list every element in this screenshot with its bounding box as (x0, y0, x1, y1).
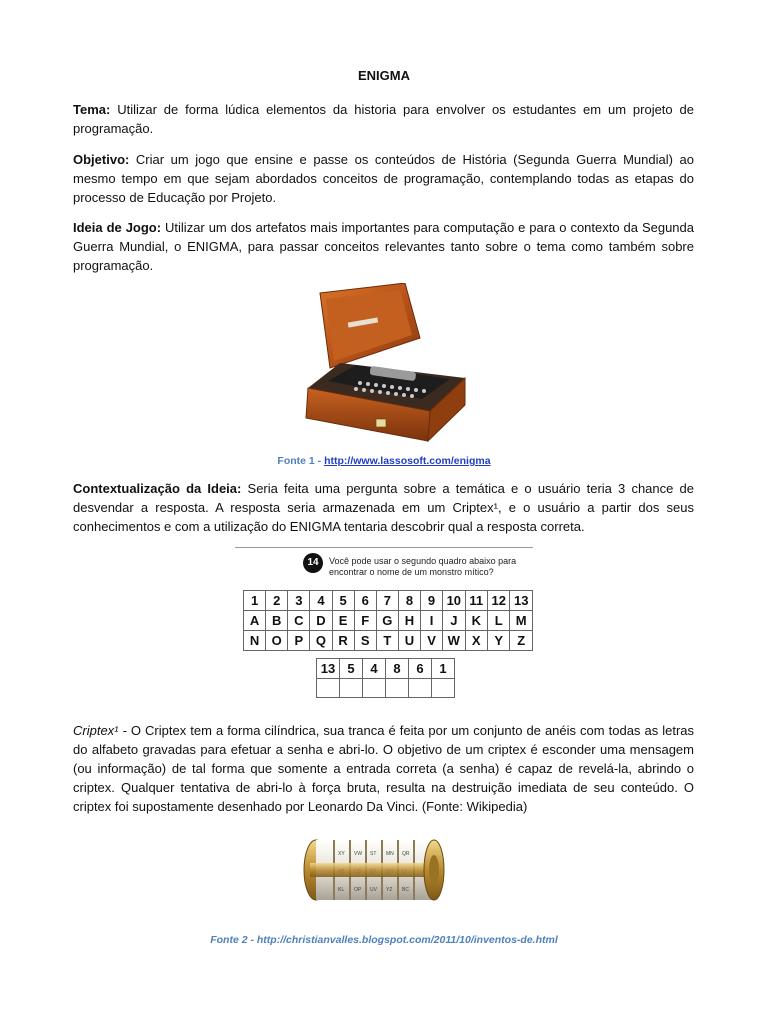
criptex-label: Criptex¹ - (73, 723, 127, 738)
svg-text:UV: UV (370, 887, 377, 893)
cipher-number-cell: 6 (354, 591, 376, 611)
cipher-letter-cell: L (487, 611, 509, 631)
caption1-prefix: Fonte 1 - (277, 455, 325, 467)
cipher-letter-cell: G (376, 611, 398, 631)
enigma-machine-image (300, 283, 470, 443)
cipher-letter-cell: C (288, 611, 310, 631)
code-number-cell: 6 (409, 659, 432, 679)
cipher-letter-cell: K (465, 611, 487, 631)
code-number-cell: 8 (386, 659, 409, 679)
cipher-number-cell: 3 (288, 591, 310, 611)
cipher-letters-row-2 (244, 631, 533, 651)
cipher-letter-cell: R (332, 631, 354, 651)
cipher-letter-cell: T (376, 631, 398, 651)
code-number-cell: 4 (363, 659, 386, 679)
cipher-numbers-row (244, 591, 533, 611)
objetivo-text: Criar um jogo que ensine e passe os conteúdos de História (Segunda Guerra Mundial) ao mesmo tempo em que sejam abordados conceitos de programação, contemplando todas as etapas do processo de Educação por Projeto. (73, 152, 694, 205)
svg-text:XY: XY (338, 851, 345, 857)
question-number-badge: 14 (303, 553, 323, 573)
objetivo-paragraph (73, 150, 694, 207)
tema-label: Tema: (73, 102, 111, 117)
cipher-letter-cell: N (244, 631, 266, 651)
cipher-number-cell: 5 (332, 591, 354, 611)
code-number-cell: 5 (340, 659, 363, 679)
cipher-letter-cell: Q (310, 631, 332, 651)
puzzle-figure (235, 547, 533, 707)
answer-row (317, 679, 455, 698)
cryptex-image (300, 833, 450, 908)
cipher-letter-cell: D (310, 611, 332, 631)
cipher-letter-cell: U (398, 631, 420, 651)
svg-text:QR: QR (402, 851, 410, 857)
cipher-letter-cell: M (510, 611, 533, 631)
context-label: Contextualização da Ideia: (73, 481, 242, 496)
answer-blank-cell (363, 679, 386, 698)
cipher-letter-cell: X (465, 631, 487, 651)
cipher-letter-cell: S (354, 631, 376, 651)
answer-blank-cell (432, 679, 455, 698)
code-row (317, 659, 455, 679)
cipher-grid (243, 590, 533, 651)
code-number-cell: 13 (317, 659, 340, 679)
cipher-number-cell: 10 (443, 591, 465, 611)
document-title: ENIGMA (358, 68, 410, 83)
cipher-number-cell: 11 (465, 591, 487, 611)
cipher-number-cell: 12 (487, 591, 509, 611)
cipher-letter-cell: H (398, 611, 420, 631)
criptex-text: O Criptex tem a forma cilíndrica, sua tranca é feita por um conjunto de anéis com todas as letras do alfabeto gravadas para efetuar a senha e abri-lo. O objetivo de um criptex é esconder uma mensagem (ou informação) de tal forma que somente a entrada correta (a senha) é capaz de revelá-la, abrindo o criptex. Qualquer tentativa de abri-lo à força bruta, resulta na destruição imediata de seu conteúdo. O criptex foi supostamente desenhado por Leonardo Da Vinci. (Fonte: Wikipedia) (73, 723, 695, 814)
cipher-number-cell: 1 (244, 591, 266, 611)
answer-blank-cell (409, 679, 432, 698)
code-number-cell: 1 (432, 659, 455, 679)
svg-text:VW: VW (354, 851, 363, 857)
cipher-number-cell: 7 (376, 591, 398, 611)
cipher-letter-cell: F (354, 611, 376, 631)
cipher-number-cell: 8 (398, 591, 420, 611)
cipher-number-cell: 2 (266, 591, 288, 611)
cipher-letter-cell: V (421, 631, 443, 651)
tema-paragraph (73, 100, 694, 138)
caption1-link[interactable]: http://www.lassosoft.com/enigma (324, 455, 491, 467)
objetivo-label: Objetivo: (73, 152, 130, 167)
cipher-letters-row-1 (244, 611, 533, 631)
cipher-number-cell: 4 (310, 591, 332, 611)
question-text: Você pode usar o segundo quadro abaixo para encontrar o nome de um monstro mítico? (329, 556, 517, 577)
puzzle-divider (235, 547, 533, 548)
svg-text:KL: KL (338, 887, 345, 893)
figure-caption-1 (0, 455, 768, 467)
context-paragraph (73, 479, 694, 536)
cipher-letter-cell: J (443, 611, 465, 631)
cipher-letter-cell: P (288, 631, 310, 651)
criptex-paragraph (73, 721, 694, 816)
ideia-label: Ideia de Jogo: (73, 220, 162, 235)
cipher-letter-cell: O (266, 631, 288, 651)
cipher-letter-cell: A (244, 611, 266, 631)
svg-text:BC: BC (402, 887, 409, 893)
tema-text: Utilizar de forma lúdica elementos da historia para envolver os estudantes em um projeto de programação. (73, 102, 694, 136)
svg-text:OP: OP (354, 887, 362, 893)
svg-text:YZ: YZ (386, 887, 393, 893)
cipher-letter-cell: Y (487, 631, 509, 651)
cipher-letter-cell: B (266, 611, 288, 631)
context-text: Seria feita uma pergunta sobre a temática e o usuário teria 3 chance de desvendar a resposta. A resposta seria armazenada em um Criptex¹, e o usuário a partir dos seus conhecimentos e com a utilização do ENIGMA tentaria descobrir qual a resposta correta. (73, 481, 694, 534)
answer-grid (316, 658, 455, 698)
answer-blank-cell (340, 679, 363, 698)
cipher-letter-cell: Z (510, 631, 533, 651)
cipher-letter-cell: E (332, 611, 354, 631)
cipher-letter-cell: W (443, 631, 465, 651)
ideia-text: Utilizar um dos artefatos mais importantes para computação e para o contexto da Segunda Guerra Mundial, o ENIGMA, para passar conceitos relevantes tanto sobre o tema como também sobre programação. (73, 220, 695, 273)
answer-blank-cell (317, 679, 340, 698)
svg-text:MN: MN (386, 851, 394, 857)
svg-text:ST: ST (370, 851, 377, 857)
cipher-number-cell: 13 (510, 591, 533, 611)
ideia-paragraph (73, 218, 694, 275)
cipher-letter-cell: I (421, 611, 443, 631)
cipher-number-cell: 9 (421, 591, 443, 611)
answer-blank-cell (386, 679, 409, 698)
figure-caption-2: Fonte 2 - http://christianvalles.blogspot.com/2011/10/inventos-de.html (210, 934, 558, 946)
